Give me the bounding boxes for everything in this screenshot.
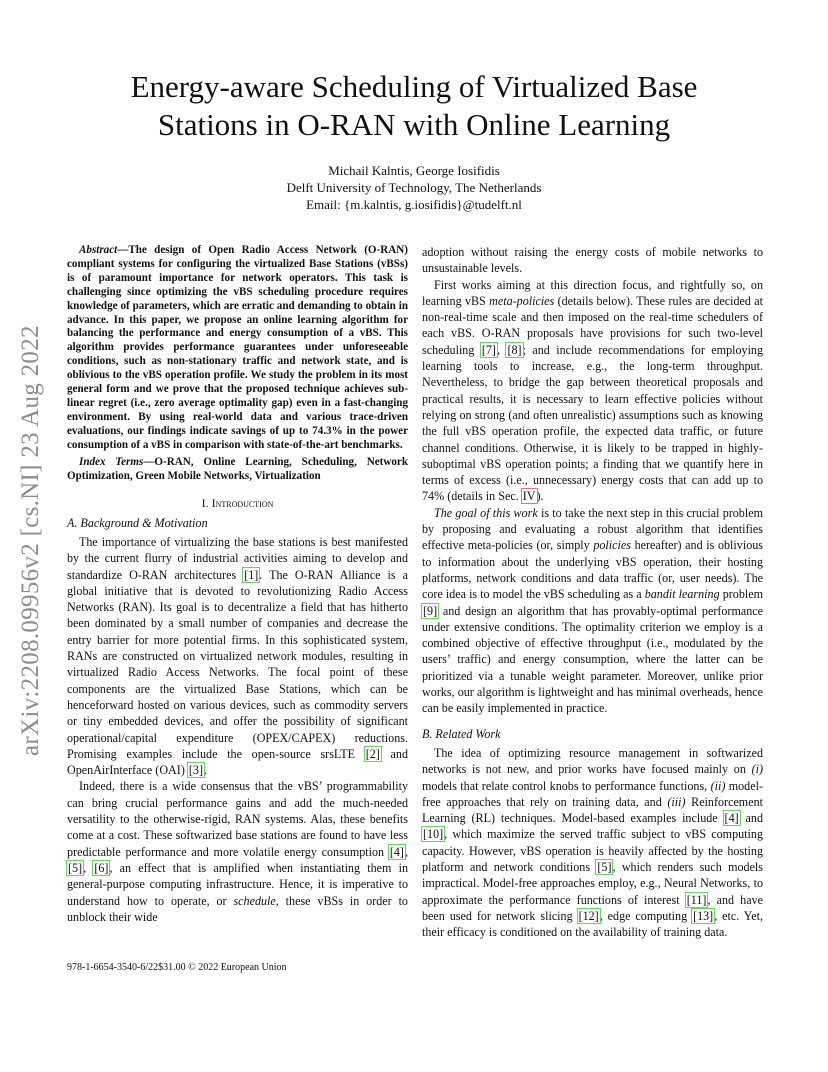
copyright-footer: 978-1-6654-3540-6/22$31.00 © 2022 European Union xyxy=(67,962,287,973)
paper-title xyxy=(60,68,768,144)
citation-link[interactable]: [2] xyxy=(365,746,380,761)
emphasis: The goal of this work xyxy=(434,505,538,520)
index-terms xyxy=(67,456,408,484)
emphasis: (i) xyxy=(751,762,763,777)
text: and OpenAirInterface (OAI) xyxy=(67,746,408,778)
text: models that relate control knobs to performance functions, xyxy=(422,778,711,793)
text: and xyxy=(739,811,763,826)
paragraph-intro-3: First works aiming at this direction focus, and rightfully so, on learning vBS meta-policies (details below). These rules are decided at non-real-time scale and then imposed on the real-time schedulers of each vBS. O-RAN proposals have provisions for such two-level scheduling [7], [8]; and include recommendations for employing learning tools to increase, e.g., the long-term throughput. Nevertheless, to bridge the gap between theoretical proposals and practical results, it is necessary to learn effective policies without relying on strong (and often unrealistic) assumptions such as knowing the full vBS operation profile, the expected data traffic, or future channel conditions. Otherwise, it is likely to be trapped in highly-suboptimal vBS operation points; a finding that we quantify here in terms of excess (i.e., unnecessary) energy costs that can add up to 74% (details in Sec. IV). xyxy=(422,277,764,504)
citation-link[interactable]: [9] xyxy=(423,603,438,618)
text: model-free approaches that rely on training data, and xyxy=(422,778,763,809)
index-terms-lead: Index Terms xyxy=(79,455,144,468)
paragraph-intro-2: Indeed, there is a wide consensus that the vBS’ programmability can bring crucial performance gains and add the much-needed versatility to the otherwise-rigid, RAN systems. Alas, these benefits come at a cost. These softwarized base stations are found to have less predictable performance and more volatile energy consumption [4], [5], [6], an effect that is amplified when instantiating them in general-purpose computing infrastructure. Hence, it is imperative to understand how to operate, or schedule, these vBSs in order to unblock their wide xyxy=(67,779,408,924)
title-line-2: Stations in O-RAN with Online Learning xyxy=(157,107,671,142)
paragraph-intro-4 xyxy=(422,505,763,717)
citation-link[interactable]: [11] xyxy=(686,892,707,907)
author-block xyxy=(0,162,828,213)
text: Reinforcement Learning (RL) techniques. Model-based examples include xyxy=(422,794,763,826)
citation-link[interactable]: [7] xyxy=(481,342,496,357)
citation-link[interactable]: [10] xyxy=(423,827,444,842)
section-heading-introduction: I. Introduction xyxy=(201,496,274,511)
subsection-heading-background: A. Background & Motivation xyxy=(67,515,208,530)
paragraph-intro-1 xyxy=(67,534,408,778)
emphasis: schedule xyxy=(233,893,276,908)
emphasis: bandit learning xyxy=(644,587,720,602)
abstract xyxy=(67,244,408,453)
text: hereafter) and is oblivious to information about the underlying vBS operation, their hosting platforms, network conditions and data traffic (or, user needs). The core idea is to model the vBS scheduling as a xyxy=(422,538,763,602)
text: ). xyxy=(536,489,544,504)
text: , edge computing xyxy=(599,908,693,923)
authors: Michail Kalntis, George Iosifidis xyxy=(328,163,500,178)
emphasis: policies xyxy=(593,538,631,553)
text: . The O-RAN Alliance is a global initiative that is devoted to revolutionizing Radio Access Networks (RAN). Its goal is to decentralize a field that has hitherto been dominated by a small number of companies and decrease the entry barrier for more potential firms. In this sophisticated system, RANs are constructed on virtualized network modules, resulting in virtualized Radio Access Networks. The focal point of these components are the virtualized Base Stations, which can be henceforward hosted on various devices, such as commodity servers or tiny embedded devices, and offer the possibility of significant operational/capital expenditure (OPEX/CAPEX) reductions. Promising examples include the open-source srsLTE xyxy=(67,567,408,761)
affiliation: Delft University of Technology, The Netherlands xyxy=(286,180,542,195)
text: and design an algorithm that has provably-optimal performance under extensive conditions. The optimality criterion we employ is a combined objective of effective throughput (i.e., modulated by the users’ traffic) and energy consumption, where the latter can be prioritized via a tunable weight parameter. Moreover, unlike prior works, our algorithm is lightweight and has minimal overheads, hence can be easily implemented in practice. xyxy=(422,603,763,716)
text: ; and include recommendations for employing learning tools to increase, e.g., the long-term throughput. Nevertheless, to bridge the gap between theoretical proposals and practical results, it is necessary to learn effective policies without relying on strong (and often unrealistic) assumptions such as knowing the full vBS operation profile, the expected data traffic, or future channel conditions. Otherwise, it is likely to be trapped in highly-suboptimal vBS operation points; a finding that we quantify here in terms of excess (i.e., unnecessary) energy costs that can add up to 74% (details in Sec. xyxy=(422,342,764,504)
text: problem xyxy=(719,587,764,602)
text: Indeed, there is a wide consensus that the vBS’ programmability can bring crucial performance gains and add the much-needed versatility to the otherwise-rigid, RAN systems. Alas, these benefits come at a cost. These softwarized base stations are found to have less predictable performance and more volatile energy consumption xyxy=(67,779,408,859)
citation-link[interactable]: [6] xyxy=(94,860,109,875)
paragraph-intro-2-cont: adoption without raising the energy costs of mobile networks to unsustainable levels. xyxy=(422,245,763,276)
subsection-heading-related-work: B. Related Work xyxy=(422,726,501,741)
citation-link[interactable]: [5] xyxy=(68,860,83,875)
citation-link[interactable]: [13] xyxy=(693,908,714,923)
text: , these vBSs in order to unblock their wide xyxy=(67,893,408,924)
text: First works aiming at this direction focus, and rightfully so, on learning vBS xyxy=(422,277,763,308)
paragraph-related-1 xyxy=(422,745,763,941)
email: Email: {m.kalntis, g.iosifidis}@tudelft.nl xyxy=(306,197,522,212)
arxiv-identifier: arXiv:2208.09956v2 [cs.NI] 23 Aug 2022 xyxy=(17,325,44,756)
text: , etc. Yet, their efficacy is conditioned on the availability of training data. xyxy=(422,908,764,940)
citation-link[interactable]: [8] xyxy=(507,342,522,357)
emphasis: (ii) xyxy=(710,778,726,793)
text: The idea of optimizing resource management in softwarized networks is not new, and prior works have focused mainly on xyxy=(422,745,763,777)
text: (details below). These rules are decided at non-real-time scale and then imposed on the real-time schedulers of each vBS. O-RAN proposals have provisions for such two-level scheduling xyxy=(422,293,763,357)
abstract-lead: Abstract xyxy=(79,244,118,256)
section-link[interactable]: IV xyxy=(522,489,536,504)
right-column xyxy=(422,244,763,940)
text: , which renders such models impractical. Model-free approaches employ, e.g., Neural Networks, to approximate the performance functions of interest xyxy=(422,859,763,907)
left-column xyxy=(67,244,408,925)
emphasis: (iii) xyxy=(667,794,686,809)
text: . xyxy=(203,763,208,778)
emphasis: meta-policies xyxy=(489,293,555,308)
text: , which maximize the served traffic subject to vBS computing capacity. However, vBS operation is heavily affected by the hosting platform and network conditions xyxy=(422,827,763,874)
citation-link[interactable]: [5] xyxy=(597,859,612,874)
citation-link[interactable]: [4] xyxy=(389,844,404,859)
text: is to take the next step in this crucial problem by proposing and evaluating a robust algorithm that identifies effective meta-policies (or, simply xyxy=(422,505,763,553)
text: , an effect that is amplified when instantiating them in general-purpose computing infrastructure. Hence, it is imperative to understand how to operate, or xyxy=(67,860,408,908)
abstract-body: —The design of Open Radio Access Network (O-RAN) compliant systems for configuring the virtualized Base Stations (vBSs) is of paramount importance for network operators. This task is challenging since optimizing the vBS scheduling procedure requires knowledge of parameters, which are erratic and demanding to obtain in advance. In this paper, we propose an online learning algorithm for balancing the performance and energy consumption of a vBS. This algorithm provides performance guarantees under unforeseeable conditions, such as non-stationary traffic and network state, and is oblivious to the vBS operation profile. We study the problem in its most general form and we prove that the proposed technique achieves sub-linear regret (i.e., zero average optimality gap) even in a fast-changing environment. By using real-world data and various trace-driven evaluations, our findings indicate savings of up to 74.3% in the power consumption of a vBS in comparison with state-of-the-art benchmarks. xyxy=(67,244,408,451)
citation-link[interactable]: [12] xyxy=(578,908,599,923)
title-line-1: Energy-aware Scheduling of Virtualized Base xyxy=(130,69,698,104)
citation-link[interactable]: [4] xyxy=(724,811,739,826)
citation-link[interactable]: [3] xyxy=(188,763,203,778)
citation-link[interactable]: [1] xyxy=(244,567,259,582)
text: The importance of virtualizing the base stations is best manifested by the current flurry of industrial activities aiming to develop and standardize O-RAN architectures xyxy=(67,535,408,582)
text: , and have been used for network slicing xyxy=(422,892,763,923)
index-terms-body: —O-RAN, Online Learning, Scheduling, Network Optimization, Green Mobile Networks, Virtualization xyxy=(67,455,408,482)
